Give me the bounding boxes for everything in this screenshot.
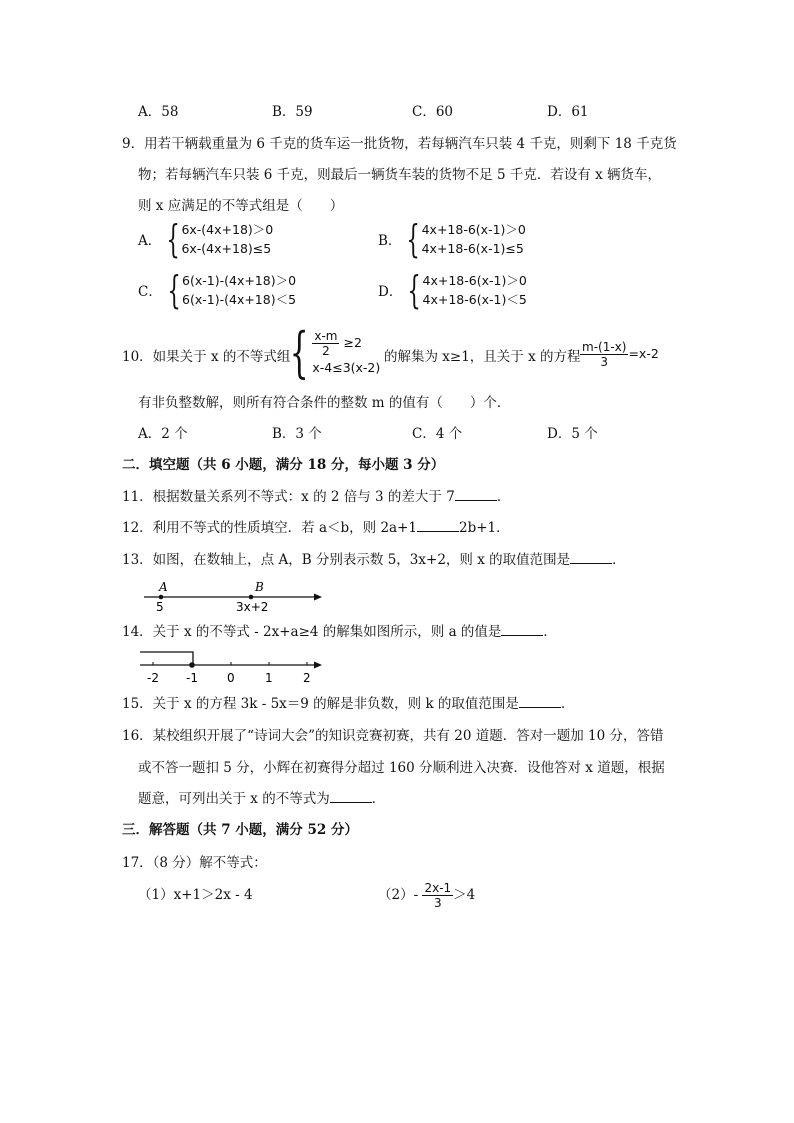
value-a-label: 5 — [156, 600, 164, 614]
q16-text: 题意，可列出关于 x 的不等式为 — [138, 791, 330, 807]
q10-option-a: A．2 个 — [138, 426, 188, 442]
q16-line1: 16．某校组织开展了“诗词大会”的知识竞赛初赛，共有 20 道题．答对一题加 10 分，答错 — [122, 728, 664, 744]
q10-line2: 有非负整数解，则所有符合条件的整数 m 的值有（ ）个． — [138, 395, 511, 411]
system-line: 4x+18-6(x-1)＜5 — [422, 292, 527, 307]
q8-option-c: C．60 — [412, 104, 454, 120]
brace-symbol: { — [166, 217, 180, 261]
q9-option-a — [138, 217, 274, 261]
part2-prefix: （2）- — [378, 887, 419, 903]
period: ． — [543, 624, 557, 640]
q8-option-d: D．61 — [547, 104, 589, 120]
period: ． — [496, 489, 511, 505]
q16-line3 — [138, 790, 385, 808]
answer-blank[interactable] — [330, 790, 372, 803]
q10-fraction — [312, 329, 339, 358]
q9-option-b — [378, 217, 526, 261]
q10-system — [282, 321, 381, 384]
q16-line2: 或不答一题扣 5 分，小辉在初赛得分超过 160 分顺利进入决赛．设他答对 x 道题，根据 — [138, 760, 665, 776]
tick-label: -1 — [186, 671, 198, 685]
option-label: A． — [138, 233, 162, 249]
q15 — [122, 695, 574, 713]
section-2-heading: 二．填空题（共 6 小题，满分 18 分，每小题 3 分） — [122, 457, 445, 473]
value-b-label: 3x+2 — [236, 600, 269, 614]
q9-option-d — [378, 268, 527, 312]
q8-option-b: B．59 — [272, 104, 313, 120]
option-label: D． — [378, 284, 403, 300]
brace-symbol: { — [406, 217, 421, 261]
q9-line2: 物；若每辆汽车只装 6 千克，则最后一辆货车装的货物不足 5 千克．若设有 x 辆货车， — [138, 167, 662, 183]
q12-tail: 2b+1． — [459, 520, 510, 536]
point-a-label: A — [159, 580, 168, 594]
fraction-denominator: 3 — [433, 896, 442, 910]
fraction-numerator: m-(1-x) — [582, 340, 627, 354]
solution-ray — [140, 652, 193, 665]
q9-option-c — [138, 268, 297, 312]
q8-option-a: A．58 — [138, 104, 179, 120]
fraction-numerator: 2x-1 — [424, 881, 452, 895]
q14-number-line — [138, 646, 328, 686]
arrow-head — [314, 594, 322, 601]
fraction-denominator: 2 — [322, 343, 330, 358]
q14-text: 14．关于 x 的不等式 - 2x+a≥4 的解集如图所示，则 a 的值是 — [122, 624, 502, 640]
equation-fraction — [580, 340, 628, 369]
brace-symbol: { — [407, 268, 422, 312]
answer-blank[interactable] — [570, 551, 612, 564]
period: ． — [560, 696, 575, 712]
inequality-tail: ≥2 — [343, 334, 362, 350]
q10-option-d: D．5 个 — [547, 426, 598, 442]
q17-part1: （1）x+1＞2x - 4 — [138, 887, 253, 903]
system-line: 6x-(4x+18)≤5 — [181, 241, 272, 256]
system-line: 6(x-1)-(4x+18)＜5 — [182, 292, 297, 307]
q10-prefix: 10．如果关于 x 的不等式组 — [122, 349, 291, 365]
answer-blank[interactable] — [417, 519, 459, 532]
system-line: 4x+18-6(x-1)＞0 — [421, 222, 526, 237]
tick-label: 0 — [227, 671, 235, 685]
part2-fraction — [422, 881, 453, 910]
option-label: B． — [378, 233, 402, 249]
period: ． — [371, 791, 386, 807]
answer-blank[interactable] — [501, 623, 543, 636]
point-b-label: B — [255, 580, 264, 594]
point-b-dot — [249, 595, 254, 600]
answer-blank[interactable] — [455, 488, 497, 501]
system-line: 6x-(4x+18)＞0 — [181, 222, 274, 237]
tick-label: 2 — [303, 671, 311, 685]
tick-label: -2 — [147, 671, 159, 685]
system-line: 4x+18-6(x-1)＞0 — [422, 273, 527, 288]
q13-text: 13．如图，在数轴上，点 A，B 分别表示数 5，3x+2，则 x 的取值范围是 — [122, 552, 571, 568]
fraction-denominator: 3 — [600, 355, 609, 369]
system-line: x-4≤3(x-2) — [312, 359, 381, 375]
tick-label: 1 — [265, 671, 273, 685]
q9-line1: 9．用若干辆载重量为 6 千克的货车运一批货物，若每辆汽车只装 4 千克，则剩下 18 千克货 — [122, 136, 677, 152]
solid-endpoint — [189, 662, 195, 668]
q13-number-line — [140, 578, 330, 614]
option-label: C． — [138, 284, 162, 300]
q13 — [122, 551, 626, 569]
arrow-head — [314, 662, 322, 669]
period: ． — [612, 552, 626, 568]
q12-text: 12．利用不等式的性质填空．若 a＜b，则 2a+1 — [122, 520, 417, 536]
q10-option-b: B．3 个 — [272, 426, 322, 442]
equation-tail: =x-2 — [628, 346, 659, 361]
part2-tail: ＞4 — [453, 887, 476, 903]
q10-middle: 的解集为 x≥1，且关于 x 的方程 — [384, 349, 581, 365]
brace-symbol: { — [167, 268, 181, 312]
point-a-dot — [159, 595, 164, 600]
q14 — [122, 623, 557, 641]
q11 — [122, 488, 510, 506]
q15-text: 15．关于 x 的方程 3k - 5x＝9 的解是非负数，则 k 的取值范围是 — [122, 696, 519, 712]
system-line: 4x+18-6(x-1)≤5 — [421, 241, 524, 256]
q9-line3: 则 x 应满足的不等式组是（ ） — [138, 198, 344, 214]
answer-blank[interactable] — [519, 695, 561, 708]
q11-text: 11．根据数量关系列不等式：x 的 2 倍与 3 的差大于 7 — [122, 489, 455, 505]
fraction-numerator: x-m — [314, 328, 338, 343]
q10-option-c: C．4 个 — [412, 426, 463, 442]
brace-symbol: { — [289, 321, 309, 384]
q17-heading: 17．（8 分）解不等式： — [122, 855, 267, 871]
q17-part2 — [378, 880, 475, 910]
section-3-heading: 三．解答题（共 7 小题，满分 52 分） — [122, 822, 358, 838]
q12 — [122, 519, 510, 537]
q10-equation — [580, 340, 659, 369]
system-line: 6(x-1)-(4x+18)＞0 — [182, 273, 297, 288]
